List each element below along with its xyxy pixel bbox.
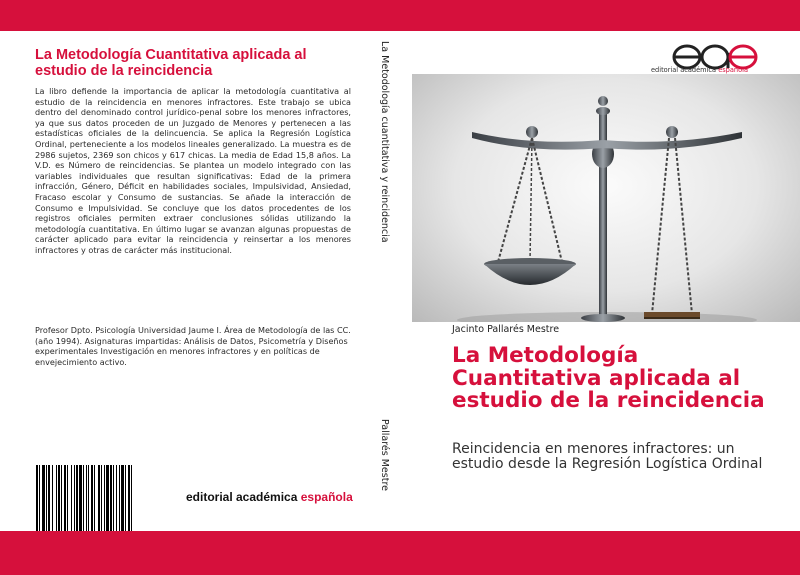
logo-text-accent: española bbox=[718, 66, 748, 74]
publisher-name-accent: española bbox=[300, 490, 353, 504]
bottom-color-band bbox=[0, 531, 800, 575]
front-cover-title: La Metodología Cuantitativa aplicada al estudio de la reincidencia bbox=[452, 343, 765, 413]
back-cover-title: La Metodología Cuantitativa aplicada al estudio de la reincidencia bbox=[35, 47, 307, 79]
back-cover bbox=[0, 31, 367, 531]
spine-title: La Metodología cuantitativa y reincidencia bbox=[379, 41, 390, 243]
book-spine bbox=[367, 31, 407, 531]
cover-illustration bbox=[412, 74, 800, 322]
logo-text-main: editorial académica bbox=[651, 66, 717, 74]
book-description: La libro defiende la importancia de aplicar la metodología cuantitativa al estudio de la reincidencia en menores infractores. Este trabajo se ubica dentro del denominado control jurídico-penal sobre los menores infractores, ya que sus datos proceden de un Juzgado de Menores y pertenecen a las estadísticas oficiales de la delincuencia. Se aplica la Regresión Logística Ordinal, perteneciente a los modelos lineales generalizado. La muestra es de 2986 sujetos, 2369 son chicos y 617 chicas. La media de Edad 15,8 años. La V.D. es Número de reincidencias. Se plantea un modelo integrado con las variables individuales que resultan significativas: Edad de la primera infracción, Género, Déficit en habilidades sociales, Impulsividad, Ansiedad, Fracaso escolar y Consumo de sustancias. Se añade la interacción de Consumo e Impulsividad. Se concluye que los datos procedentes de los registros oficiales permiten extraer conclusiones sólidas utilizando la metodología cuantitativa. En último lugar se avanzan algunas propuestas de carácter aplicado para evitar la reincidencia y reinsertar a los menores infractores y otras de carácter más institucional. bbox=[35, 86, 351, 255]
publisher-logo-text bbox=[651, 66, 748, 74]
publisher-name bbox=[186, 490, 353, 504]
author-biography: Profesor Dpto. Psicología Universidad Jaume I. Área de Metodología de las CC. (año 1994). Asignaturas impartidas: Análisis de Datos, Psicometría y Diseños experimentales Investigación en menores infractores y en políticas de envejecimiento activo. bbox=[35, 325, 351, 367]
front-cover-subtitle: Reincidencia en menores infractores: un estudio desde la Regresión Logística Ordinal bbox=[452, 441, 763, 472]
publisher-name-main: editorial académica bbox=[186, 490, 298, 504]
front-cover bbox=[407, 31, 800, 531]
front-cover-author: Jacinto Pallarés Mestre bbox=[452, 324, 560, 335]
barcode bbox=[34, 465, 174, 539]
scales-of-justice-icon bbox=[412, 74, 800, 322]
top-color-band bbox=[0, 0, 800, 31]
spine-author: Pallarés Mestre bbox=[379, 419, 390, 491]
